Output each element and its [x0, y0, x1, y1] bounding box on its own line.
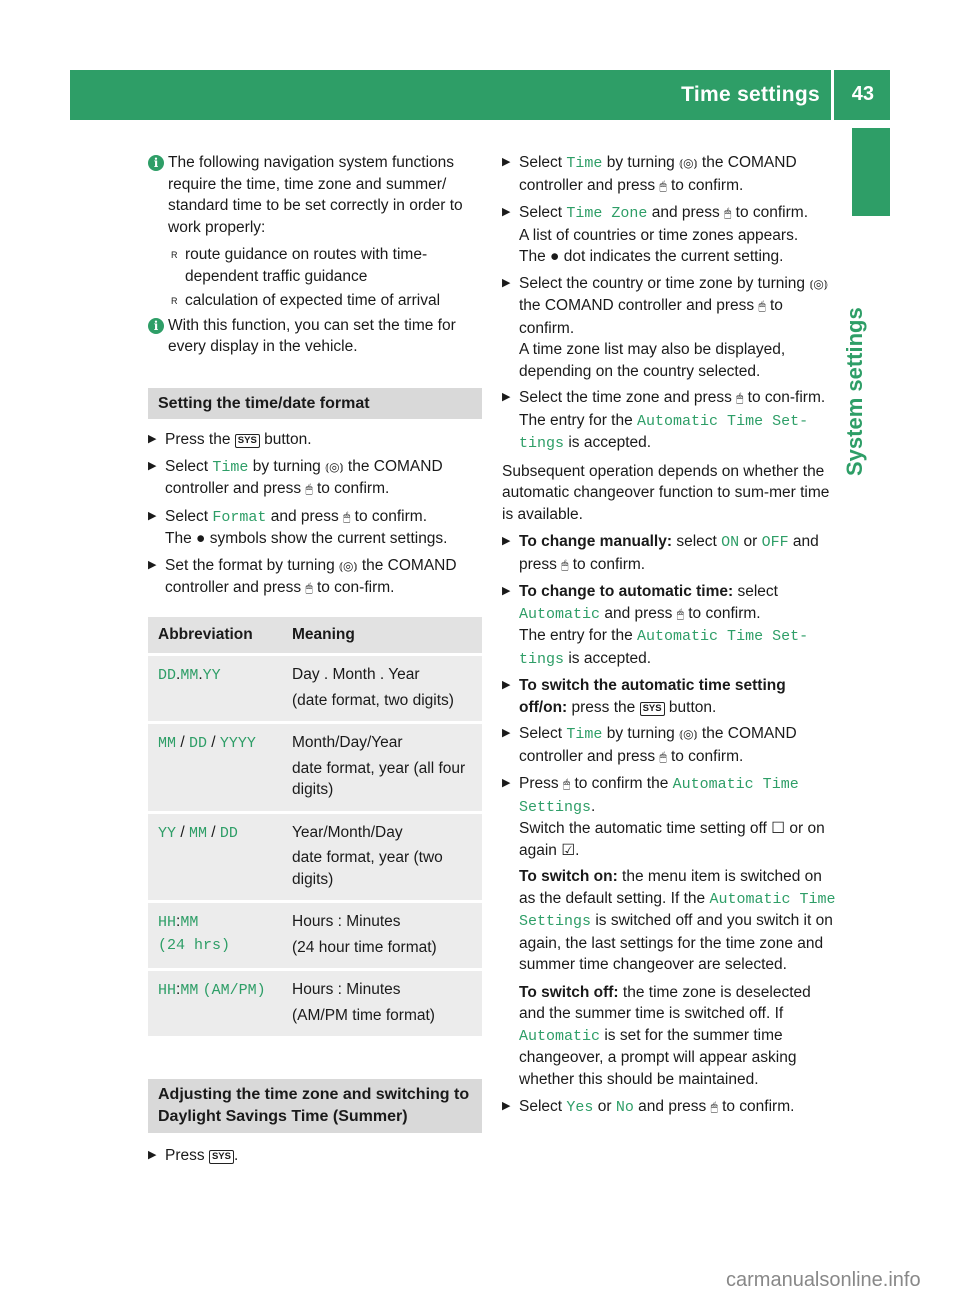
menu-item-format: Format	[212, 508, 267, 526]
arrow-icon: ▶	[502, 391, 511, 403]
controller-turn-icon: ⦅◎⦆	[809, 276, 828, 291]
controller-press-icon: 🖱	[562, 777, 571, 791]
paragraph: Subsequent operation depends on whether the automatic changeover function to sum-mer time is available.	[502, 462, 830, 523]
arrow-icon: ▶	[502, 206, 511, 218]
info-icon: i	[148, 155, 164, 171]
step: ▶ Set the format by turning ⦅◎⦆ the COMAND controller and press 🖱 to con-firm.	[148, 556, 457, 596]
controller-press-icon: 🖱	[736, 391, 744, 405]
step: ▶ Press the SYS button.	[148, 429, 482, 451]
list-item	[148, 290, 482, 312]
section-heading: Setting the time/date format	[148, 388, 482, 420]
controller-press-icon: 🖱	[561, 557, 569, 572]
info-text: The following navigation system functions require the time, time zone and summer/ standard time to be set correctly in order to work properly:	[168, 154, 463, 236]
header-title: Time settings	[681, 83, 820, 106]
step: ▶ Select Time by turning ⦅◎⦆ the COMAND controller and press 🖱 to confirm.	[502, 154, 797, 194]
step: ▶ Select Format and press 🖱 to confirm. The ● symbols show the current settings.	[148, 507, 448, 547]
step: ▶ Select Yes or No and press 🖱 to confirm.	[502, 1098, 795, 1116]
dot-icon: ●	[550, 248, 560, 265]
format-table	[148, 614, 482, 1040]
side-tab	[842, 226, 894, 476]
bullet-icon: R	[171, 296, 178, 306]
arrow-icon: ▶	[148, 433, 157, 445]
list-item	[148, 244, 482, 287]
controller-press-icon: 🖱	[343, 509, 351, 524]
table-row: HH:MM (AM/PM) Hours : Minutes (AM/PM time format)	[148, 971, 482, 1036]
step: ▶ To switch the automatic time setting off/on: press the SYS button.	[502, 677, 786, 716]
bullet-text: route guidance on routes with time-dependent traffic guidance	[185, 246, 428, 285]
page-header	[70, 70, 890, 120]
right-column	[502, 152, 836, 1124]
controller-press-icon: 🖱	[305, 482, 313, 496]
info-text: With this function, you can set the time for every display in the vehicle.	[168, 316, 456, 355]
info-note	[148, 315, 482, 358]
step: ▶ Select Time by turning ⦅◎⦆ the COMAND controller and press 🖱 to confirm.	[148, 457, 443, 497]
checkbox-checked-icon: ☑	[561, 841, 576, 859]
menu-item-time: Time	[212, 458, 249, 476]
arrow-icon: ▶	[502, 276, 511, 289]
bullet-text: calculation of expected time of arrival	[185, 292, 441, 309]
arrow-icon: ▶	[502, 679, 511, 691]
arrow-icon: ▶	[502, 777, 511, 789]
section-heading: Adjusting the time zone and switching to Daylight Savings Time (Summer)	[148, 1079, 482, 1133]
controller-turn-icon: ⦅◎⦆	[325, 459, 344, 474]
step: ▶ Press SYS .	[148, 1145, 482, 1167]
table-row: HH:MM (24 hrs) Hours : Minutes (24 hour time format)	[148, 903, 482, 968]
checkbox-empty-icon: ☐	[771, 820, 786, 837]
step: ▶ Select the country or time zone by turning ⦅◎⦆ the COMAND controller and press 🖱 to confirm. A time zone list may also be displayed, depending on the country selected.	[502, 274, 828, 380]
table-row: MM / DD / YYYY Month/Day/Year date format, year (all four digits)	[148, 724, 482, 811]
controller-press-icon: 🖱	[710, 1100, 718, 1114]
info-icon: i	[148, 318, 164, 334]
arrow-icon: ▶	[148, 459, 157, 472]
left-column	[148, 152, 482, 1172]
controller-press-icon: 🖱	[758, 299, 766, 313]
controller-press-icon: 🖱	[659, 178, 667, 193]
sys-button-icon: SYS	[235, 434, 260, 448]
step: ▶ To change manually: select ON or OFF and press 🖱 to confirm.	[502, 533, 819, 573]
arrow-icon: ▶	[502, 727, 511, 739]
arrow-icon: ▶	[148, 1149, 157, 1161]
side-tab-block	[852, 128, 890, 216]
step: ▶ Select Time Zone and press 🖱 to confirm. A list of countries or time zones appears. The ● dot indicates the current setting.	[502, 204, 808, 265]
step: ▶ To change to automatic time: select Automatic and press 🖱 to confirm. The entry for the Automatic Time Set-tings is accepted.	[502, 583, 809, 668]
bullet-icon: R	[171, 250, 178, 260]
table-row: YY / MM / DD Year/Month/Day date format, year (two digits)	[148, 814, 482, 901]
controller-turn-icon: ⦅◎⦆	[679, 727, 698, 741]
step: ▶ Select Time by turning ⦅◎⦆ the COMAND controller and press 🖱 to confirm.	[502, 725, 797, 765]
arrow-icon: ▶	[148, 509, 157, 522]
sys-button-icon: SYS	[640, 702, 665, 716]
controller-turn-icon: ⦅◎⦆	[679, 156, 698, 170]
controller-press-icon: 🖱	[724, 206, 732, 220]
switch-on-note: To switch on: the menu item is switched on as the default setting. If the Automatic Time Settings is switched off and you switch it on again, the last settings for the time zone and summer time changeover are selected.	[519, 868, 836, 973]
switch-off-note: To switch off: the time zone is deselected and the summer time is switched off. If Automatic is set for the summer time changeover, a prompt will appear asking whether this should be maintained.	[519, 983, 811, 1088]
controller-press-icon: 🖱	[659, 749, 667, 764]
watermark: carmanualsonline.info	[726, 1269, 921, 1291]
dot-icon: ●	[196, 530, 206, 547]
step: ▶ Press 🖱 to confirm the Automatic Time Settings. Switch the automatic time setting off ☐ or on again ☑.	[502, 775, 825, 859]
side-tab-label: System settings	[842, 307, 867, 476]
arrow-icon: ▶	[148, 558, 157, 571]
controller-press-icon: 🖱	[676, 606, 684, 621]
header-separator	[831, 70, 834, 120]
controller-press-icon: 🖱	[305, 581, 313, 595]
table-header: Abbreviation	[148, 617, 282, 654]
arrow-icon: ▶	[502, 156, 511, 168]
controller-turn-icon: ⦅◎⦆	[339, 558, 358, 573]
table-header: Meaning	[282, 617, 482, 654]
arrow-icon: ▶	[502, 585, 511, 597]
arrow-icon: ▶	[502, 1100, 511, 1112]
arrow-icon: ▶	[502, 535, 511, 547]
table-row: DD.MM.YY Day . Month . Year (date format, two digits)	[148, 656, 482, 721]
sys-button-icon: SYS	[209, 1150, 234, 1164]
page-number: 43	[851, 83, 874, 105]
step: ▶ Select the time zone and press 🖱 to con-firm. The entry for the Automatic Time Set-tings is accepted.	[502, 389, 826, 452]
info-note	[148, 152, 482, 238]
